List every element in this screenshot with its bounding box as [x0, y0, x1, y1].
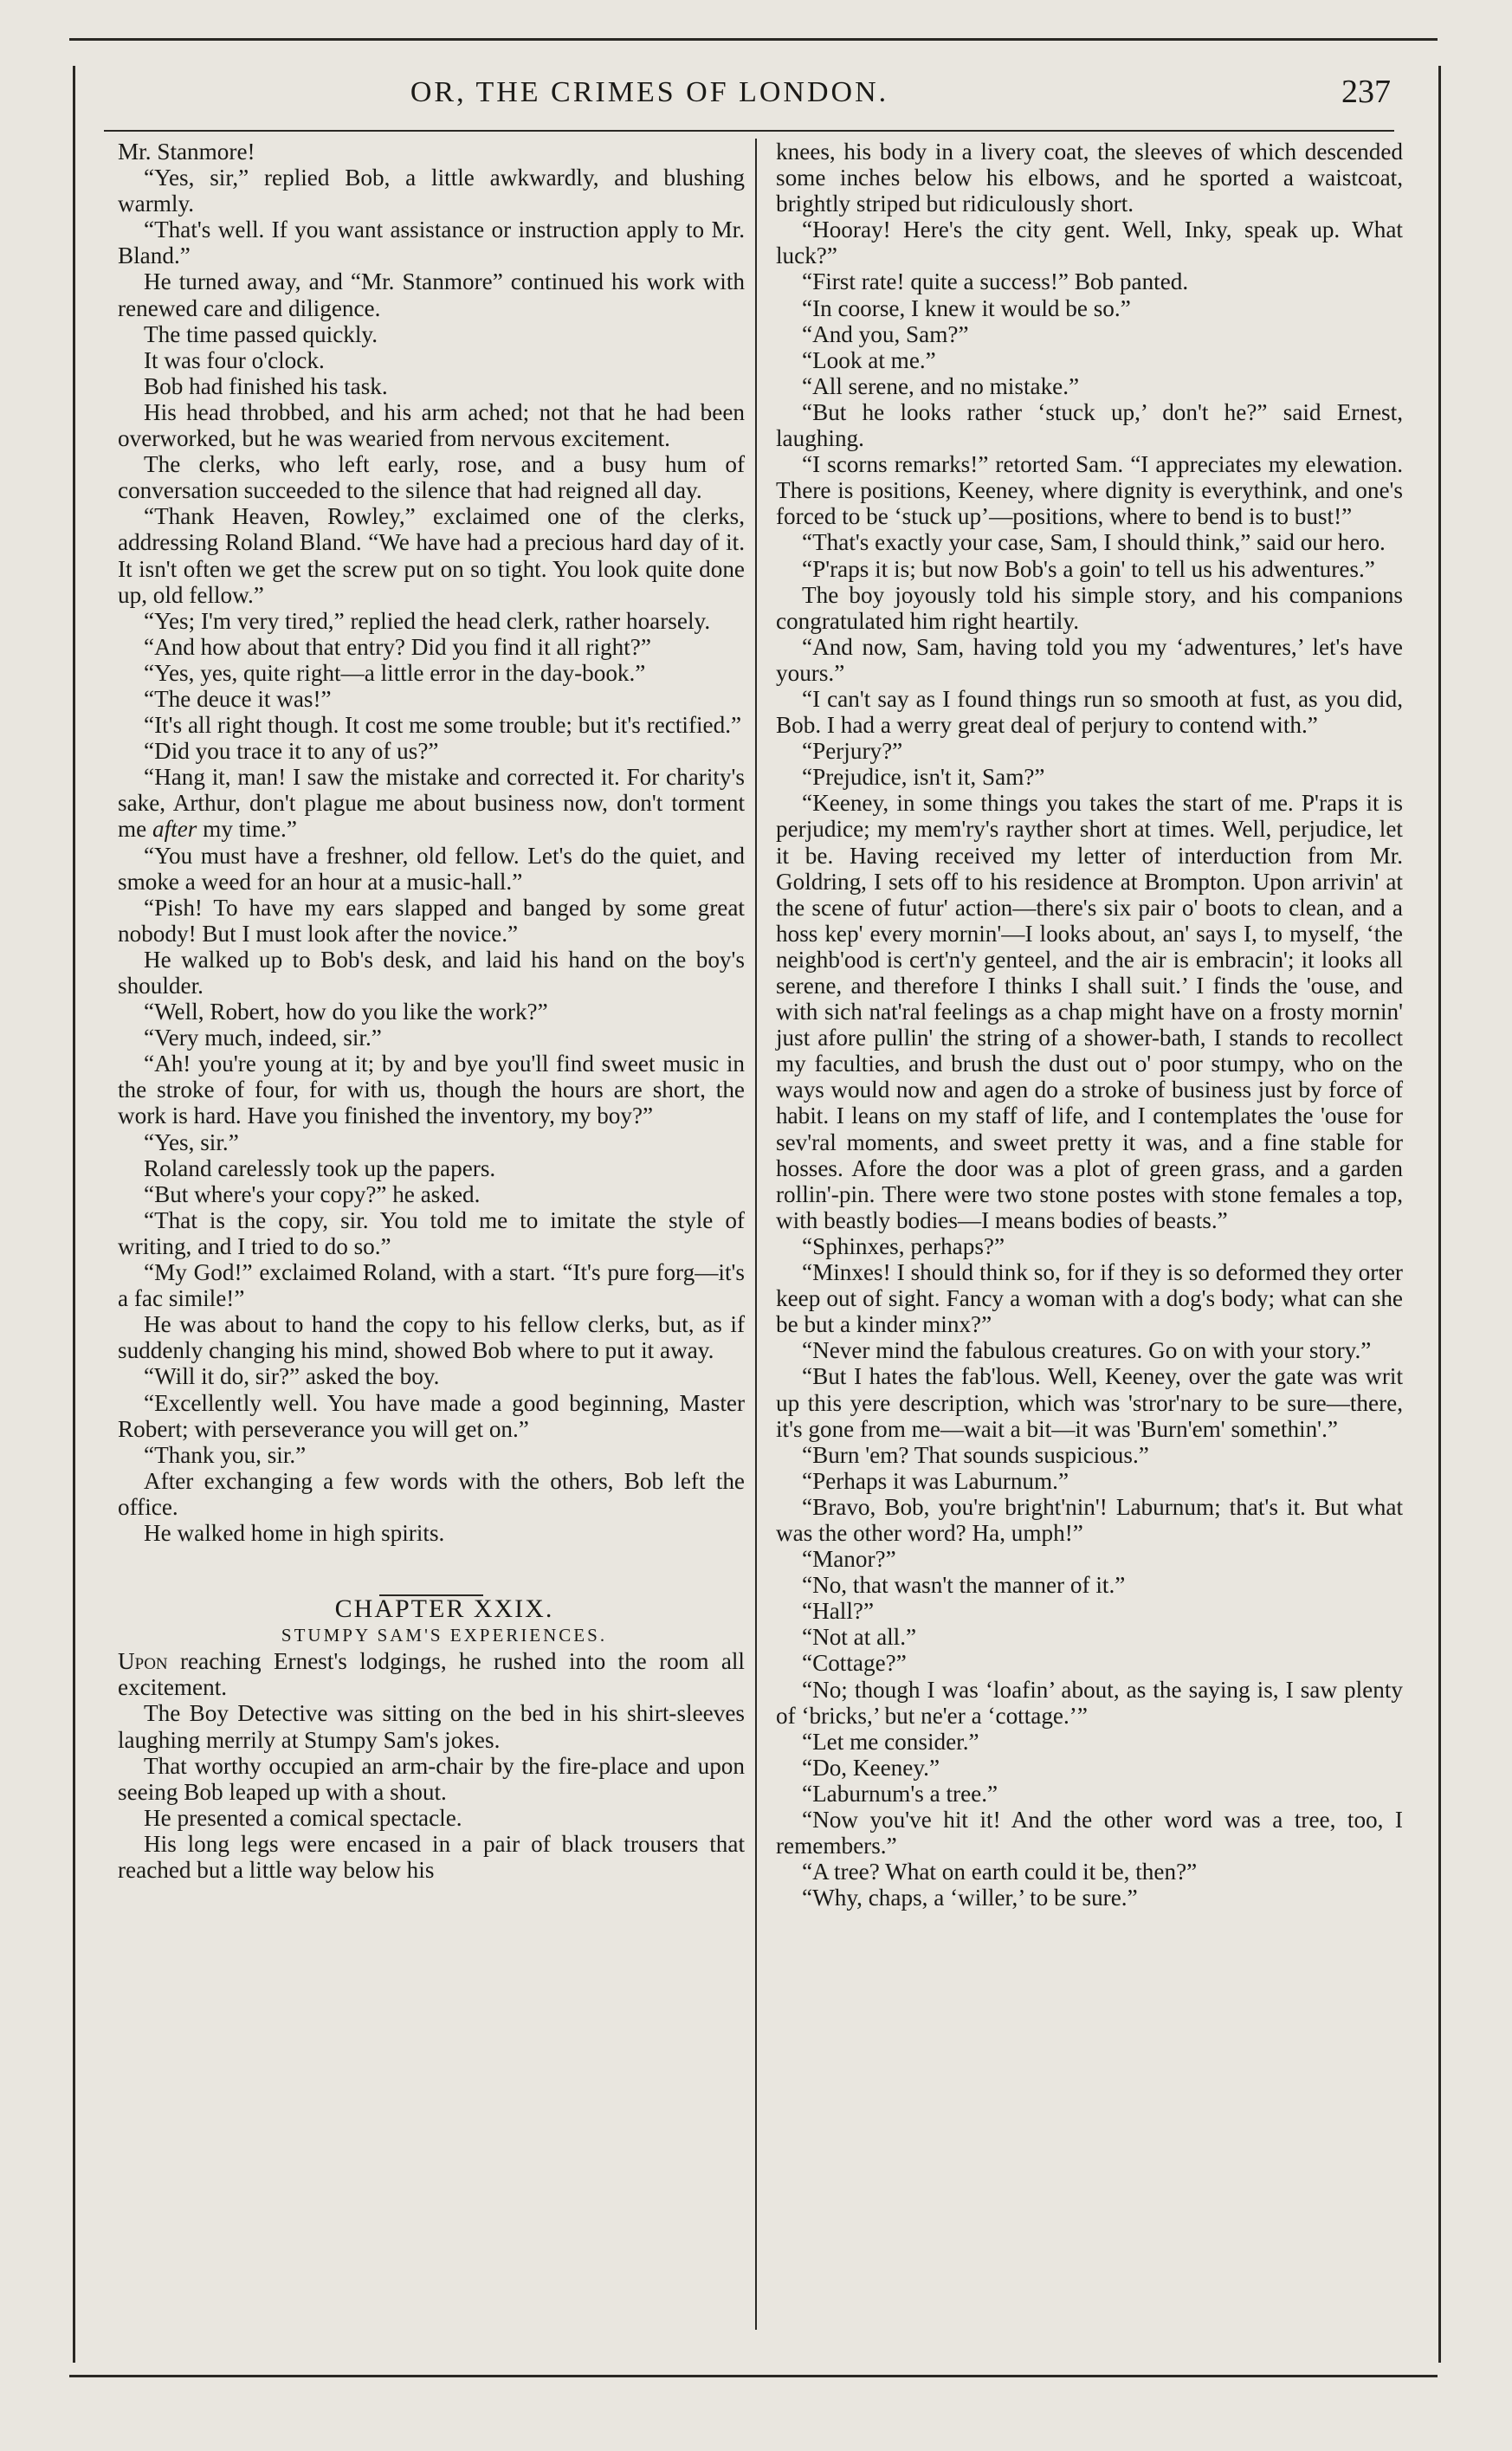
paragraph: “Sphinxes, perhaps?”	[802, 1232, 1005, 1259]
paragraph: “No; though I was ‘loafin’ about, as the saying is, I saw plenty of ‘bricks,’ but ne'er a ‘cottage.’”	[776, 1676, 1403, 1729]
paragraph: After exchanging a few words with the others, Bob left the office.	[118, 1467, 745, 1520]
paragraph: “Excellently well. You have made a good beginning, Master Robert; with perseverance you will get on.”	[118, 1389, 745, 1442]
paragraph: “Will it do, sir?” asked the boy.	[144, 1363, 440, 1390]
right-column	[776, 139, 1403, 1911]
paragraph	[118, 1648, 745, 1700]
paragraph: “In coorse, I knew it would be so.”	[802, 294, 1131, 321]
paragraph: That worthy occupied an arm-chair by the fire-place and upon seeing Bob leaped up with a shout.	[118, 1752, 745, 1805]
paragraph: “Yes, sir.”	[144, 1128, 239, 1155]
paragraph: “Look at me.”	[802, 346, 936, 373]
paragraph: “Now you've hit it! And the other word was a tree, too, I remembers.”	[776, 1807, 1403, 1859]
paragraph: “But I hates the fab'lous. Well, Keeney, over the gate was writ up this yere description, which was 'stror'nary to be sure—there, it's gone from me—wait a bit—it was 'Burn'em' somethin'.”	[776, 1363, 1403, 1442]
paragraph: His head throbbed, and his arm ached; not that he had been overworked, but he was wearied from nervous excitement.	[118, 398, 745, 452]
paragraph: knees, his body in a livery coat, the sleeves of which descended some inches below his elbows, and he sported a waistcoat, brightly striped but ridiculously short.	[776, 139, 1403, 217]
paragraph: “That's well. If you want assistance or instruction apply to Mr. Bland.”	[118, 217, 745, 269]
paragraph: “You must have a freshner, old fellow. Let's do the quiet, and smoke a weed for an hour at a music-hall.”	[118, 842, 745, 895]
paragraph: “Let me consider.”	[802, 1728, 979, 1755]
paragraph: “Do, Keeney.”	[802, 1754, 940, 1781]
paragraph: “Thank you, sir.”	[144, 1441, 307, 1468]
paragraph: He turned away, and “Mr. Stanmore” continued his work with renewed care and diligence.	[118, 268, 745, 321]
paragraph: “That is the copy, sir. You told me to imitate the style of writing, and I tried to do so.”	[118, 1206, 745, 1259]
paragraph: “Prejudice, isn't it, Sam?”	[802, 764, 1045, 791]
text-run: “Hang it, man! I saw the mistake and corrected it. For charity's sake, Arthur, don't plague me about business now, don't torment me	[118, 764, 745, 843]
paragraph: “Laburnum's a tree.”	[802, 1780, 998, 1807]
paragraph: “Did you trace it to any of us?”	[144, 738, 439, 765]
paragraph: “The deuce it was!”	[144, 685, 332, 712]
paragraph: “Never mind the fabulous creatures. Go on with your story.”	[802, 1337, 1372, 1364]
paragraph: “It's all right though. It cost me some trouble; but it's rectified.”	[144, 712, 742, 739]
bottom-rule	[69, 2375, 1438, 2377]
column-divider	[755, 139, 757, 2330]
paragraph: “Hall?”	[802, 1598, 875, 1625]
paragraph: The clerks, who left early, rose, and a busy hum of conversation succeeded to the silence that had reigned all day.	[118, 451, 745, 504]
text-run: my time.”	[197, 816, 297, 843]
paragraph: “Bravo, Bob, you're bright'nin'! Laburnum; that's it. But what was the other word? Ha, umph!”	[776, 1493, 1403, 1546]
paragraph: “Yes, yes, quite right—a little error in the day-book.”	[144, 659, 646, 686]
paragraph: “Hooray! Here's the city gent. Well, Inky, speak up. What luck?”	[776, 217, 1403, 269]
paragraph: “My God!” exclaimed Roland, with a start. “It's pure forg—it's a fac simile!”	[118, 1259, 745, 1312]
chapter-subtitle: STUMPY SAM'S EXPERIENCES.	[281, 1625, 608, 1646]
paragraph: “P'raps it is; but now Bob's a goin' to tell us his adwentures.”	[802, 555, 1375, 582]
paragraph: “Cottage?”	[802, 1650, 907, 1677]
top-rule	[69, 38, 1438, 41]
paragraph: “But he looks rather ‘stuck up,’ don't he?” said Ernest, laughing.	[776, 398, 1403, 452]
paragraph: “And you, Sam?”	[802, 320, 969, 347]
paragraph: The boy joyously told his simple story, and his companions congratulated him right heartily.	[776, 581, 1403, 634]
paragraph: “Why, chaps, a ‘willer,’ to be sure.”	[802, 1885, 1138, 1911]
paragraph: “First rate! quite a success!” Bob panted.	[802, 268, 1189, 295]
paragraph: “Minxes! I should think so, for if they is so deformed they orter keep out of sight. Fancy a woman with a dog's body; what can she be but a kinder minx?”	[776, 1259, 1403, 1338]
paragraph: “I scorns remarks!” retorted Sam. “I appreciates my elewation. There is positions, Keeney, where dignity is everythink, and one's forced to be ‘stuck up’—positions, where to bend is to bust!”	[776, 451, 1403, 530]
chapter-heading: CHAPTER XXIX.	[334, 1594, 554, 1624]
paragraph: “Pish! To have my ears slapped and banged by some great nobody! But I must look after the novice.”	[118, 894, 745, 947]
paragraph: It was four o'clock.	[144, 346, 325, 373]
paragraph: “Burn 'em? That sounds suspicious.”	[802, 1441, 1149, 1468]
paragraph: He presented a comical spectacle.	[144, 1804, 462, 1831]
paragraph: He walked up to Bob's desk, and laid his hand on the boy's shoulder.	[118, 946, 745, 999]
page-number: 237	[1341, 74, 1391, 110]
paragraph: Mr. Stanmore!	[118, 139, 255, 165]
paragraph: “A tree? What on earth could it be, then?”	[802, 1859, 1198, 1885]
paragraph: “Ah! you're young at it; by and bye you'll find sweet music in the stroke of four, for with us, though the hours are short, the work is hard. Have you finished the inventory, my boy?”	[118, 1051, 745, 1129]
paragraph: “Perjury?”	[802, 738, 903, 765]
header-rule	[104, 130, 1394, 132]
paragraph: The time passed quickly.	[144, 320, 378, 347]
paragraph: “Well, Robert, how do you like the work?”	[144, 999, 548, 1025]
paragraph: “Yes; I'm very tired,” replied the head clerk, rather hoarsely.	[144, 607, 711, 634]
paragraph: “And how about that entry? Did you find it all right?”	[144, 633, 651, 660]
emphasis-after: after	[152, 816, 197, 843]
paragraph: The Boy Detective was sitting on the bed in his shirt-sleeves laughing merrily at Stumpy Sam's jokes.	[118, 1700, 745, 1753]
paragraph: “Perhaps it was Laburnum.”	[802, 1467, 1069, 1494]
paragraph: His long legs were encased in a pair of black trousers that reached but a little way below his	[118, 1830, 745, 1883]
paragraph: “And now, Sam, having told you my ‘adwentures,’ let's have yours.”	[776, 633, 1403, 686]
paragraph: “Keeney, in some things you takes the start of me. P'raps it is perjudice; my mem'ry's rayther short at times. Well, perjudice, let it be. Having received my letter of interduction from Mr. Goldring, I sets off to his residence at Brompton. Upon arrivin' at the scene of futur' action—there's six pair o' boots to clean, and a hoss kep' every mornin'—I looks about, an' says I, to myself, ‘the neighb'ood is cert'n'y genteel, and the air is embracin'; it looks all serene, and therefore I thinks I shall suit.’ I finds the 'ouse, and with sich nat'ral feelings as a chap might have on a frosty mornin' just afore pullin' the string of a shower-bath, I stands to recollect my faculties, and brush the dust out o' poor stumpy, who on the ways would now and agen do a stroke of business just by force of habit. I leans on my staff of life, and I contemplates the 'ouse for sev'ral moments, and sweet pretty it was, and a fine stable for hosses. Afore the door was a plot of green grass, and a garden rollin'-pin. There were two stone postes with stone females a top, with beastly bodies—I means bodies of beasts.”	[776, 790, 1403, 1233]
paragraph: “Manor?”	[802, 1546, 896, 1573]
paragraph: “But where's your copy?” he asked.	[144, 1180, 481, 1207]
left-column	[118, 139, 745, 1883]
running-title: OR, THE CRIMES OF LONDON.	[410, 76, 889, 108]
paragraph: He walked home in high spirits.	[144, 1519, 445, 1546]
paragraph: “That's exactly your case, Sam, I should think,” said our hero.	[802, 529, 1386, 556]
text-run: reaching Ernest's lodgings, he rushed into the room all excitement.	[118, 1648, 745, 1701]
drop-word: Upon	[118, 1648, 168, 1675]
paragraph: “I can't say as I found things run so smooth at fust, as you did, Bob. I had a werry great deal of perjury to contend with.”	[776, 685, 1403, 739]
paragraph: “Yes, sir,” replied Bob, a little awkwardly, and blushing warmly.	[118, 165, 745, 217]
paragraph: Roland carelessly took up the papers.	[144, 1154, 496, 1181]
paragraph: “Not at all.”	[802, 1624, 917, 1651]
paragraph: “All serene, and no mistake.”	[802, 372, 1080, 399]
paragraph	[118, 764, 745, 842]
paragraph: “No, that wasn't the manner of it.”	[802, 1572, 1126, 1599]
paragraph: “Very much, indeed, sir.”	[144, 1025, 382, 1051]
paragraph: He was about to hand the copy to his fellow clerks, but, as if suddenly changing his mind, showed Bob where to put it away.	[118, 1311, 745, 1364]
paragraph: Bob had finished his task.	[144, 372, 388, 399]
paragraph: “Thank Heaven, Rowley,” exclaimed one of the clerks, addressing Roland Bland. “We have had a precious hard day of it. It isn't often we get the screw put on so tight. You look quite done up, old fellow.”	[118, 503, 745, 608]
